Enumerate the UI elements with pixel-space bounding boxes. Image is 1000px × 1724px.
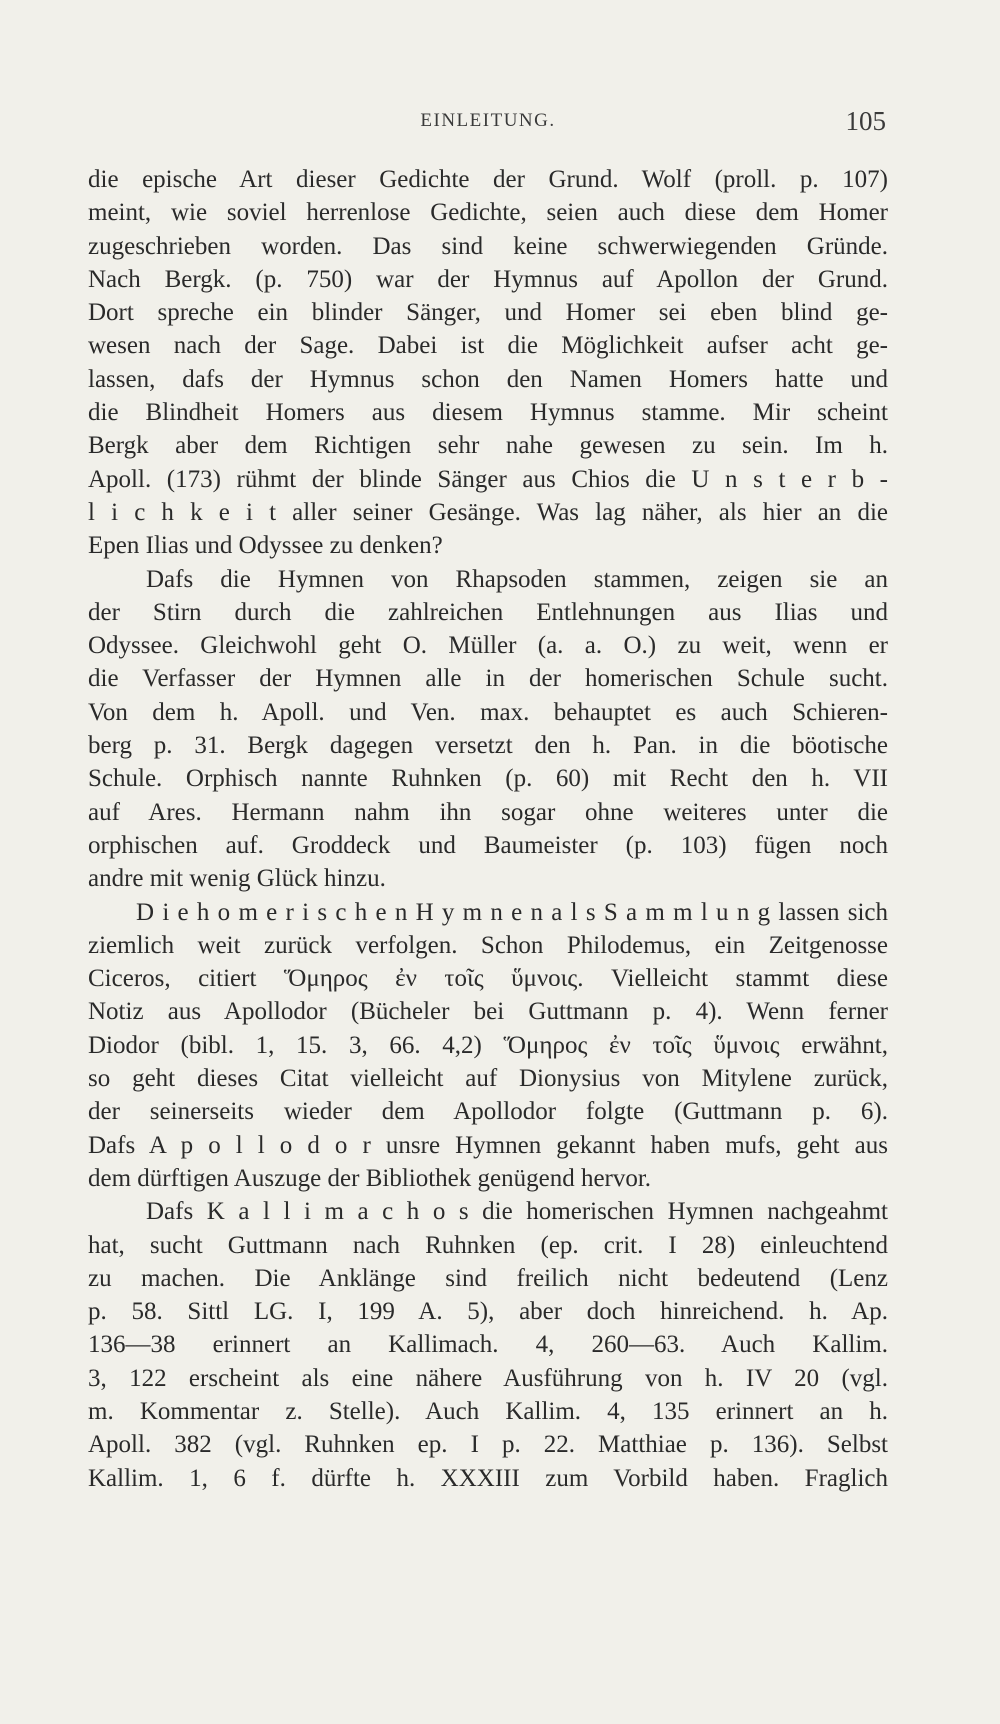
- page-number: 105: [845, 106, 886, 136]
- text-line: Epen Ilias und Odyssee zu denken?: [88, 532, 443, 560]
- text-line: zu machen. Die Anklänge sind freilich nicht bedeutend (Lenz: [88, 1264, 888, 1292]
- text-line: Dort spreche ein blinder Sänger, und Homer sei eben blind ge-: [88, 299, 888, 327]
- text-line: der seinerseits wieder dem Apollodor folgte (Guttmann p. 6).: [88, 1098, 888, 1126]
- text-line: Dafs A p o l l o d o r unsre Hymnen gekannt haben mufs, geht aus: [88, 1131, 888, 1159]
- text-line: l i c h k e i t aller seiner Gesänge. Was lag näher, als hier an die: [88, 498, 888, 526]
- text-line: der Stirn durch die zahlreichen Entlehnungen aus Ilias und: [88, 598, 888, 626]
- text-line: meint, wie soviel herrenlose Gedichte, seien auch diese dem Homer: [88, 199, 888, 227]
- text-line: Notiz aus Apollodor (Bücheler bei Guttmann p. 4). Wenn ferner: [88, 998, 888, 1026]
- text-line: ziemlich weit zurück verfolgen. Schon Philodemus, ein Zeitgenosse: [88, 931, 888, 959]
- text-line: Bergk aber dem Richtigen sehr nahe gewesen zu sein. Im h.: [88, 432, 888, 460]
- text-line: Ciceros, citiert Ὅμηρος ἐν τοῖς ὕμνοις. Vielleicht stammt diese: [88, 965, 888, 993]
- text-line: so geht dieses Citat vielleicht auf Dionysius von Mitylene zurück,: [88, 1065, 888, 1093]
- text-line: p. 58. Sittl LG. I, 199 A. 5), aber doch hinreichend. h. Ap.: [88, 1298, 888, 1326]
- text-line: Kallim. 1, 6 f. dürfte h. XXXIII zum Vorbild haben. Fraglich: [88, 1464, 888, 1492]
- running-head: EINLEITUNG.: [420, 110, 556, 131]
- text-line: wesen nach der Sage. Dabei ist die Möglichkeit aufser acht ge-: [88, 332, 888, 360]
- text-line: m. Kommentar z. Stelle). Auch Kallim. 4, 135 erinnert an h.: [88, 1397, 888, 1425]
- text-line: Von dem h. Apoll. und Ven. max. behauptet es auch Schieren-: [88, 698, 888, 726]
- page-header: [88, 106, 888, 146]
- text-line: Apoll. (173) rühmt der blinde Sänger aus Chios die U n s t e r b -: [88, 465, 888, 493]
- body-text: [88, 163, 888, 1495]
- text-line: Dafs K a l l i m a c h o s die homerischen Hymnen nachgeahmt: [146, 1198, 888, 1226]
- text-line: hat, sucht Guttmann nach Ruhnken (ep. crit. I 28) einleuchtend: [88, 1231, 888, 1259]
- text-line: Diodor (bibl. 1, 15. 3, 66. 4,2) Ὅμηρος ἐν τοῖς ὕμνοις erwähnt,: [88, 1031, 888, 1059]
- text-line: zugeschrieben worden. Das sind keine schwerwiegenden Gründe.: [88, 232, 888, 260]
- text-line: Odyssee. Gleichwohl geht O. Müller (a. a. O.) zu weit, wenn er: [88, 632, 888, 660]
- text-line: berg p. 31. Bergk dagegen versetzt den h. Pan. in die böotische: [88, 732, 888, 760]
- text-line: Apoll. 382 (vgl. Ruhnken ep. I p. 22. Matthiae p. 136). Selbst: [88, 1431, 888, 1459]
- text-line: andre mit wenig Glück hinzu.: [88, 865, 386, 893]
- text-line: Nach Bergk. (p. 750) war der Hymnus auf Apollon der Grund.: [88, 265, 888, 293]
- text-line: Dafs die Hymnen von Rhapsoden stammen, zeigen sie an: [146, 565, 888, 593]
- text-line: lassen, dafs der Hymnus schon den Namen Homers hatte und: [88, 365, 888, 393]
- text-line: die epische Art dieser Gedichte der Grund. Wolf (proll. p. 107): [88, 166, 888, 193]
- text-line: Schule. Orphisch nannte Ruhnken (p. 60) mit Recht den h. VII: [88, 765, 888, 793]
- text-line: D i e h o m e r i s c h e n H y m n e n a l s S a m m l u n g lassen sich: [136, 898, 888, 926]
- text-line: 3, 122 erscheint als eine nähere Ausführung von h. IV 20 (vgl.: [88, 1364, 888, 1392]
- text-line: die Verfasser der Hymnen alle in der homerischen Schule sucht.: [88, 665, 888, 693]
- text-line: auf Ares. Hermann nahm ihn sogar ohne weiteres unter die: [88, 798, 888, 826]
- text-line: die Blindheit Homers aus diesem Hymnus stamme. Mir scheint: [88, 399, 888, 427]
- text-line: orphischen auf. Groddeck und Baumeister (p. 103) fügen noch: [88, 831, 888, 859]
- text-line: dem dürftigen Auszuge der Bibliothek genügend hervor.: [88, 1164, 652, 1192]
- text-line: 136—38 erinnert an Kallimach. 4, 260—63. Auch Kallim.: [88, 1331, 888, 1359]
